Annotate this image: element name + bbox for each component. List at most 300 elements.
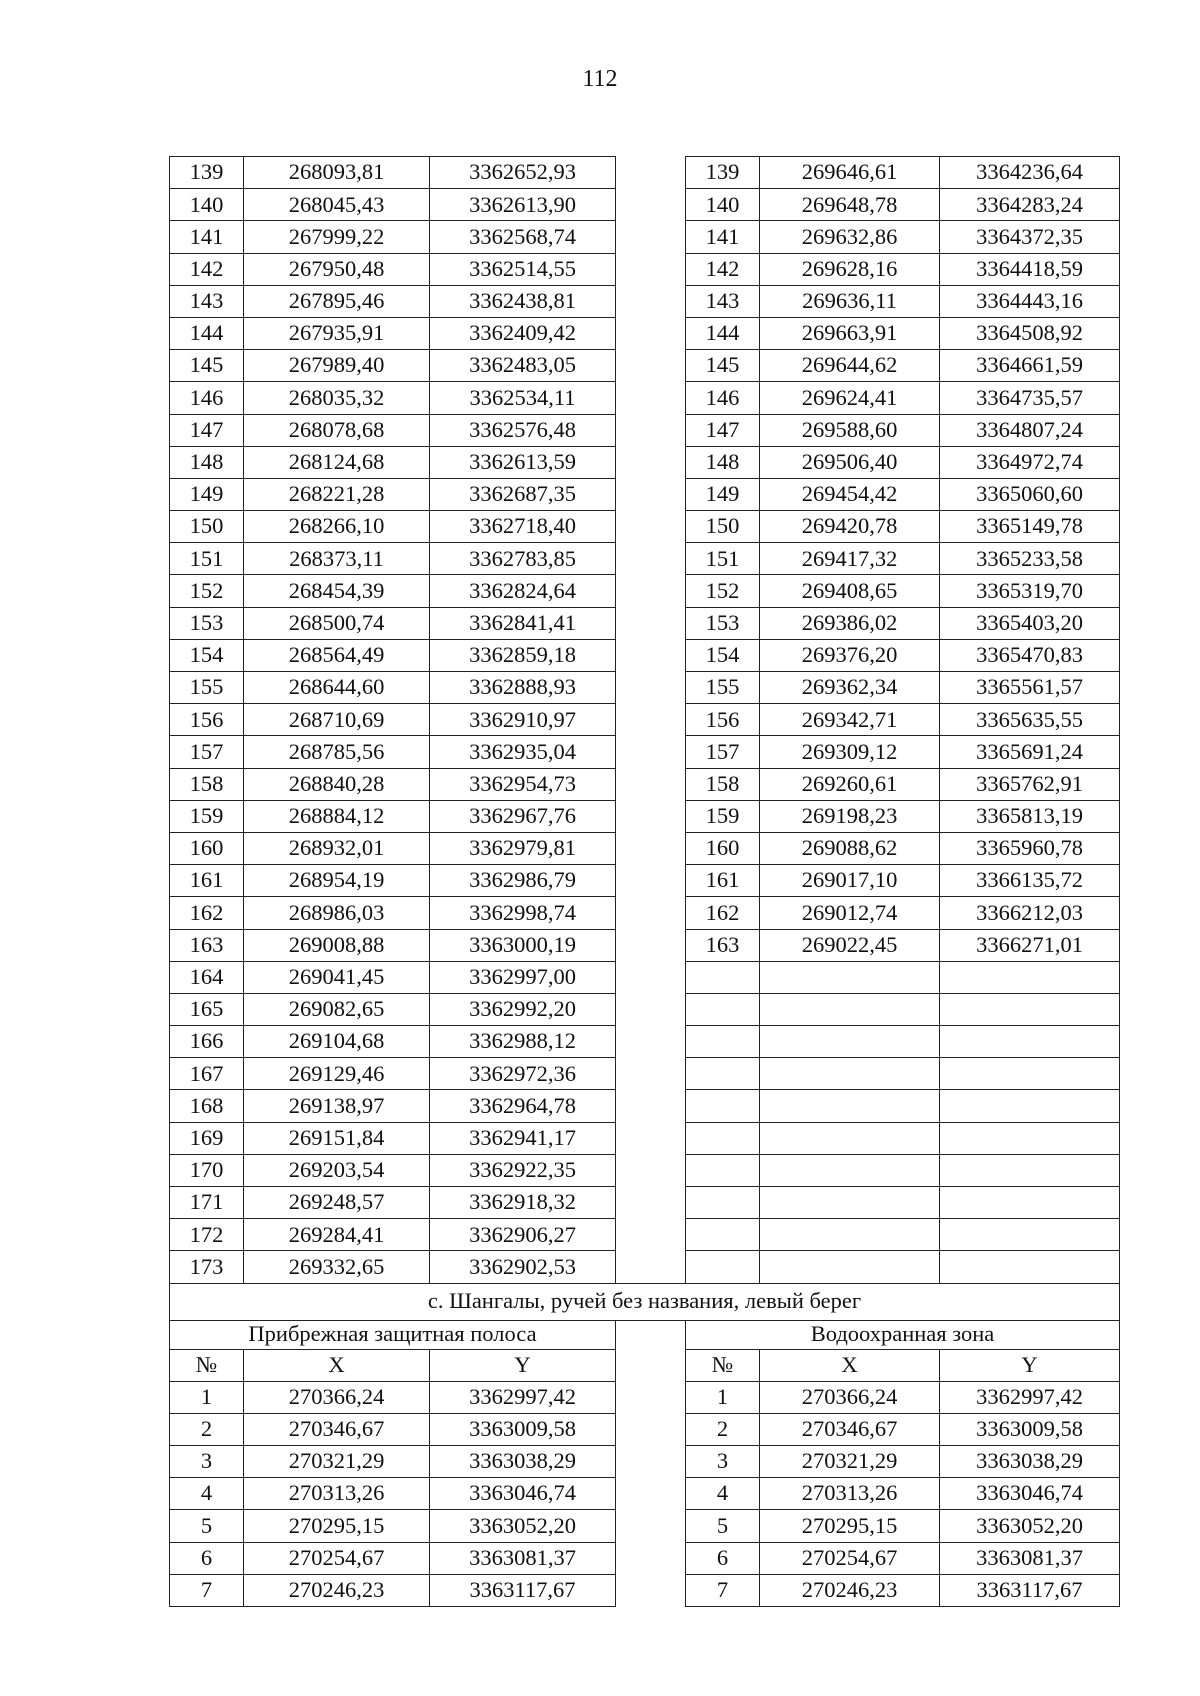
right-y-coordinate: 3363081,37 xyxy=(940,1542,1120,1574)
left-x-coordinate: 268884,12 xyxy=(244,800,430,832)
right-x-coordinate xyxy=(760,1154,940,1186)
right-x-coordinate: 269362,34 xyxy=(760,672,940,704)
right-point-number xyxy=(686,993,760,1025)
right-x-coordinate: 270254,67 xyxy=(760,1542,940,1574)
left-x-coordinate: 269129,46 xyxy=(244,1058,430,1090)
left-point-number: 155 xyxy=(170,672,244,704)
right-point-number xyxy=(686,1090,760,1122)
right-x-coordinate xyxy=(760,1090,940,1122)
right-y-coordinate: 3365635,55 xyxy=(940,704,1120,736)
table-row xyxy=(170,993,1120,1025)
left-point-number: 169 xyxy=(170,1122,244,1154)
left-y-coordinate: 3362687,35 xyxy=(430,478,616,510)
left-point-number: 4 xyxy=(170,1478,244,1510)
right-y-coordinate xyxy=(940,1154,1120,1186)
right-x-coordinate xyxy=(760,961,940,993)
left-point-number: 161 xyxy=(170,865,244,897)
left-point-number: 143 xyxy=(170,285,244,317)
right-x-coordinate: 269663,91 xyxy=(760,317,940,349)
left-x-coordinate: 268045,43 xyxy=(244,189,430,221)
right-x-coordinate: 269017,10 xyxy=(760,865,940,897)
left-y-coordinate: 3362986,79 xyxy=(430,865,616,897)
left-x-coordinate: 268986,03 xyxy=(244,897,430,929)
left-x-coordinate: 268266,10 xyxy=(244,511,430,543)
left-y-coordinate: 3362954,73 xyxy=(430,768,616,800)
left-y-coordinate: 3362910,97 xyxy=(430,704,616,736)
left-y-coordinate: 3362888,93 xyxy=(430,672,616,704)
left-y-coordinate: 3362992,20 xyxy=(430,993,616,1025)
right-point-number: 153 xyxy=(686,607,760,639)
left-y-coordinate: 3362998,74 xyxy=(430,897,616,929)
right-x-coordinate: 270246,23 xyxy=(760,1574,940,1606)
table-row xyxy=(170,1251,1120,1283)
left-point-number: 145 xyxy=(170,350,244,382)
left-x-coordinate: 270346,67 xyxy=(244,1413,430,1445)
right-point-number: 151 xyxy=(686,543,760,575)
table-row xyxy=(170,607,1120,639)
left-x-coordinate: 269151,84 xyxy=(244,1122,430,1154)
table-row xyxy=(170,317,1120,349)
table-row xyxy=(170,1478,1120,1510)
left-y-coordinate: 3362514,55 xyxy=(430,253,616,285)
right-x-coordinate: 269454,42 xyxy=(760,478,940,510)
right-x-coordinate: 270295,15 xyxy=(760,1510,940,1542)
left-point-number: 173 xyxy=(170,1251,244,1283)
right-y-coordinate: 3365319,70 xyxy=(940,575,1120,607)
right-y-coordinate: 3362997,42 xyxy=(940,1381,1120,1413)
table-row xyxy=(170,1510,1120,1542)
table-row xyxy=(170,865,1120,897)
right-point-number: 141 xyxy=(686,221,760,253)
left-x-coordinate: 268093,81 xyxy=(244,157,430,189)
left-x-coordinate: 269332,65 xyxy=(244,1251,430,1283)
left-point-number: 2 xyxy=(170,1413,244,1445)
right-point-number: 148 xyxy=(686,446,760,478)
right-x-coordinate: 269644,62 xyxy=(760,350,940,382)
left-y-coordinate: 3362409,42 xyxy=(430,317,616,349)
right-point-number: 143 xyxy=(686,285,760,317)
left-x-coordinate: 270313,26 xyxy=(244,1478,430,1510)
left-point-number: 147 xyxy=(170,414,244,446)
left-x-coordinate: 268840,28 xyxy=(244,768,430,800)
left-y-coordinate: 3362534,11 xyxy=(430,382,616,414)
right-x-coordinate: 269260,61 xyxy=(760,768,940,800)
table-row xyxy=(170,285,1120,317)
left-x-coordinate: 267935,91 xyxy=(244,317,430,349)
left-x-coordinate: 269082,65 xyxy=(244,993,430,1025)
left-y-coordinate: 3362972,36 xyxy=(430,1058,616,1090)
table-row xyxy=(170,768,1120,800)
table-row xyxy=(170,929,1120,961)
left-point-number: 172 xyxy=(170,1219,244,1251)
left-point-number: 144 xyxy=(170,317,244,349)
left-x-coordinate: 269248,57 xyxy=(244,1187,430,1219)
left-y-coordinate: 3362935,04 xyxy=(430,736,616,768)
right-point-number: 1 xyxy=(686,1381,760,1413)
right-x-coordinate: 269022,45 xyxy=(760,929,940,961)
left-point-number: 149 xyxy=(170,478,244,510)
right-point-number: 152 xyxy=(686,575,760,607)
table-row xyxy=(170,350,1120,382)
left-point-number: 168 xyxy=(170,1090,244,1122)
left-y-coordinate: 3362988,12 xyxy=(430,1026,616,1058)
right-point-number: 6 xyxy=(686,1542,760,1574)
right-x-coordinate: 269624,41 xyxy=(760,382,940,414)
table-row xyxy=(170,157,1120,189)
left-y-coordinate: 3362824,64 xyxy=(430,575,616,607)
left-x-coordinate: 268078,68 xyxy=(244,414,430,446)
zone-right-title: Водоохранная зона xyxy=(686,1320,1120,1349)
right-y-coordinate xyxy=(940,993,1120,1025)
right-y-coordinate: 3364508,92 xyxy=(940,317,1120,349)
left-x-coordinate: 268454,39 xyxy=(244,575,430,607)
section-rows xyxy=(170,1381,1120,1606)
left-point-number: 5 xyxy=(170,1510,244,1542)
left-x-coordinate: 267999,22 xyxy=(244,221,430,253)
right-x-coordinate: 269408,65 xyxy=(760,575,940,607)
right-y-coordinate: 3364443,16 xyxy=(940,285,1120,317)
right-y-coordinate xyxy=(940,961,1120,993)
header-number: № xyxy=(686,1349,760,1381)
table-row xyxy=(170,897,1120,929)
right-point-number: 155 xyxy=(686,672,760,704)
right-y-coordinate: 3363046,74 xyxy=(940,1478,1120,1510)
right-point-number: 145 xyxy=(686,350,760,382)
left-y-coordinate: 3363038,29 xyxy=(430,1445,616,1477)
left-y-coordinate: 3363081,37 xyxy=(430,1542,616,1574)
table-row xyxy=(170,1090,1120,1122)
left-point-number: 139 xyxy=(170,157,244,189)
table-row xyxy=(170,704,1120,736)
right-x-coordinate: 269376,20 xyxy=(760,639,940,671)
section-title: с. Шангалы, ручей без названия, левый берег xyxy=(170,1283,1120,1320)
left-y-coordinate: 3363046,74 xyxy=(430,1478,616,1510)
left-x-coordinate: 268932,01 xyxy=(244,832,430,864)
right-x-coordinate xyxy=(760,1251,940,1283)
right-point-number xyxy=(686,1219,760,1251)
left-y-coordinate: 3362613,90 xyxy=(430,189,616,221)
right-x-coordinate: 269012,74 xyxy=(760,897,940,929)
right-x-coordinate xyxy=(760,1219,940,1251)
left-x-coordinate: 267950,48 xyxy=(244,253,430,285)
right-x-coordinate: 269648,78 xyxy=(760,189,940,221)
right-y-coordinate: 3366135,72 xyxy=(940,865,1120,897)
left-x-coordinate: 268564,49 xyxy=(244,639,430,671)
right-point-number: 139 xyxy=(686,157,760,189)
left-x-coordinate: 267895,46 xyxy=(244,285,430,317)
right-x-coordinate: 269420,78 xyxy=(760,511,940,543)
left-point-number: 142 xyxy=(170,253,244,285)
right-y-coordinate: 3363117,67 xyxy=(940,1574,1120,1606)
right-point-number: 4 xyxy=(686,1478,760,1510)
left-point-number: 153 xyxy=(170,607,244,639)
left-y-coordinate: 3363009,58 xyxy=(430,1413,616,1445)
right-x-coordinate: 269386,02 xyxy=(760,607,940,639)
left-y-coordinate: 3362841,41 xyxy=(430,607,616,639)
right-point-number xyxy=(686,1122,760,1154)
table-row xyxy=(170,478,1120,510)
left-point-number: 164 xyxy=(170,961,244,993)
left-y-coordinate: 3362906,27 xyxy=(430,1219,616,1251)
left-point-number: 171 xyxy=(170,1187,244,1219)
table-row xyxy=(170,961,1120,993)
right-point-number: 7 xyxy=(686,1574,760,1606)
table-row xyxy=(170,382,1120,414)
right-point-number: 159 xyxy=(686,800,760,832)
right-y-coordinate: 3363009,58 xyxy=(940,1413,1120,1445)
left-point-number: 157 xyxy=(170,736,244,768)
right-point-number: 149 xyxy=(686,478,760,510)
left-y-coordinate: 3362568,74 xyxy=(430,221,616,253)
right-y-coordinate xyxy=(940,1251,1120,1283)
right-y-coordinate: 3363052,20 xyxy=(940,1510,1120,1542)
left-x-coordinate: 268954,19 xyxy=(244,865,430,897)
left-point-number: 3 xyxy=(170,1445,244,1477)
left-y-coordinate: 3362483,05 xyxy=(430,350,616,382)
table-row xyxy=(170,736,1120,768)
right-y-coordinate: 3365233,58 xyxy=(940,543,1120,575)
left-point-number: 162 xyxy=(170,897,244,929)
right-x-coordinate: 269646,61 xyxy=(760,157,940,189)
left-point-number: 166 xyxy=(170,1026,244,1058)
left-y-coordinate: 3362997,00 xyxy=(430,961,616,993)
table-row xyxy=(170,575,1120,607)
right-point-number xyxy=(686,961,760,993)
left-y-coordinate: 3362997,42 xyxy=(430,1381,616,1413)
table-row xyxy=(170,639,1120,671)
right-y-coordinate: 3365813,19 xyxy=(940,800,1120,832)
right-point-number xyxy=(686,1154,760,1186)
left-x-coordinate: 269104,68 xyxy=(244,1026,430,1058)
left-x-coordinate: 270321,29 xyxy=(244,1445,430,1477)
left-x-coordinate: 268785,56 xyxy=(244,736,430,768)
right-point-number: 146 xyxy=(686,382,760,414)
right-x-coordinate: 269636,11 xyxy=(760,285,940,317)
table-row xyxy=(170,1445,1120,1477)
right-y-coordinate xyxy=(940,1219,1120,1251)
right-x-coordinate: 270346,67 xyxy=(760,1413,940,1445)
table-row xyxy=(170,800,1120,832)
table-row xyxy=(170,414,1120,446)
header-y: Y xyxy=(940,1349,1120,1381)
right-x-coordinate: 269417,32 xyxy=(760,543,940,575)
right-y-coordinate xyxy=(940,1187,1120,1219)
left-x-coordinate: 268500,74 xyxy=(244,607,430,639)
table-row xyxy=(170,1219,1120,1251)
page-number: 112 xyxy=(582,66,618,92)
right-x-coordinate: 269506,40 xyxy=(760,446,940,478)
right-x-coordinate xyxy=(760,1122,940,1154)
left-point-number: 7 xyxy=(170,1574,244,1606)
right-y-coordinate: 3365762,91 xyxy=(940,768,1120,800)
left-y-coordinate: 3363117,67 xyxy=(430,1574,616,1606)
table-row xyxy=(170,1413,1120,1445)
table-row xyxy=(170,446,1120,478)
left-point-number: 156 xyxy=(170,704,244,736)
left-x-coordinate: 269041,45 xyxy=(244,961,430,993)
left-point-number: 154 xyxy=(170,639,244,671)
right-point-number: 162 xyxy=(686,897,760,929)
left-x-coordinate: 270254,67 xyxy=(244,1542,430,1574)
right-x-coordinate xyxy=(760,1026,940,1058)
right-y-coordinate: 3363038,29 xyxy=(940,1445,1120,1477)
left-y-coordinate: 3362438,81 xyxy=(430,285,616,317)
table-row xyxy=(170,1542,1120,1574)
right-y-coordinate: 3364807,24 xyxy=(940,414,1120,446)
coordinates-table xyxy=(169,156,1120,1607)
right-point-number: 142 xyxy=(686,253,760,285)
right-y-coordinate: 3364661,59 xyxy=(940,350,1120,382)
right-y-coordinate: 3364372,35 xyxy=(940,221,1120,253)
left-x-coordinate: 269008,88 xyxy=(244,929,430,961)
table-row xyxy=(170,1574,1120,1606)
left-point-number: 148 xyxy=(170,446,244,478)
right-point-number: 150 xyxy=(686,511,760,543)
left-x-coordinate: 270246,23 xyxy=(244,1574,430,1606)
left-y-coordinate: 3363052,20 xyxy=(430,1510,616,1542)
left-x-coordinate: 270295,15 xyxy=(244,1510,430,1542)
right-x-coordinate: 269342,71 xyxy=(760,704,940,736)
left-point-number: 150 xyxy=(170,511,244,543)
table-row xyxy=(170,253,1120,285)
right-point-number: 156 xyxy=(686,704,760,736)
left-y-coordinate: 3362979,81 xyxy=(430,832,616,864)
left-x-coordinate: 269284,41 xyxy=(244,1219,430,1251)
left-x-coordinate: 269138,97 xyxy=(244,1090,430,1122)
right-y-coordinate xyxy=(940,1090,1120,1122)
left-point-number: 151 xyxy=(170,543,244,575)
header-x: X xyxy=(760,1349,940,1381)
section-block xyxy=(170,1283,1120,1381)
left-y-coordinate: 3362941,17 xyxy=(430,1122,616,1154)
right-point-number: 158 xyxy=(686,768,760,800)
left-point-number: 167 xyxy=(170,1058,244,1090)
left-point-number: 160 xyxy=(170,832,244,864)
right-point-number: 161 xyxy=(686,865,760,897)
left-point-number: 146 xyxy=(170,382,244,414)
left-x-coordinate: 268035,32 xyxy=(244,382,430,414)
left-x-coordinate: 268710,69 xyxy=(244,704,430,736)
right-x-coordinate: 270366,24 xyxy=(760,1381,940,1413)
right-point-number xyxy=(686,1187,760,1219)
left-point-number: 159 xyxy=(170,800,244,832)
header-number: № xyxy=(170,1349,244,1381)
right-point-number: 160 xyxy=(686,832,760,864)
left-x-coordinate: 268373,11 xyxy=(244,543,430,575)
table-row xyxy=(170,1187,1120,1219)
left-y-coordinate: 3362964,78 xyxy=(430,1090,616,1122)
right-y-coordinate: 3365149,78 xyxy=(940,511,1120,543)
zone-left-title: Прибрежная защитная полоса xyxy=(170,1320,616,1349)
right-x-coordinate: 269309,12 xyxy=(760,736,940,768)
header-y: Y xyxy=(430,1349,616,1381)
right-x-coordinate: 269088,62 xyxy=(760,832,940,864)
right-y-coordinate: 3365960,78 xyxy=(940,832,1120,864)
table-row xyxy=(170,189,1120,221)
left-x-coordinate: 269203,54 xyxy=(244,1154,430,1186)
right-point-number: 140 xyxy=(686,189,760,221)
right-x-coordinate: 269632,86 xyxy=(760,221,940,253)
left-point-number: 158 xyxy=(170,768,244,800)
left-point-number: 170 xyxy=(170,1154,244,1186)
left-y-coordinate: 3362613,59 xyxy=(430,446,616,478)
left-y-coordinate: 3362922,35 xyxy=(430,1154,616,1186)
right-y-coordinate: 3366212,03 xyxy=(940,897,1120,929)
left-x-coordinate: 268644,60 xyxy=(244,672,430,704)
table-row xyxy=(170,543,1120,575)
right-y-coordinate: 3364283,24 xyxy=(940,189,1120,221)
right-x-coordinate: 269628,16 xyxy=(760,253,940,285)
left-point-number: 141 xyxy=(170,221,244,253)
right-point-number: 3 xyxy=(686,1445,760,1477)
table-row xyxy=(170,1122,1120,1154)
table-row xyxy=(170,1058,1120,1090)
table-row xyxy=(170,1154,1120,1186)
right-point-number: 157 xyxy=(686,736,760,768)
right-point-number: 147 xyxy=(686,414,760,446)
left-x-coordinate: 268124,68 xyxy=(244,446,430,478)
left-point-number: 6 xyxy=(170,1542,244,1574)
right-y-coordinate: 3364735,57 xyxy=(940,382,1120,414)
left-point-number: 140 xyxy=(170,189,244,221)
left-y-coordinate: 3362783,85 xyxy=(430,543,616,575)
right-point-number: 144 xyxy=(686,317,760,349)
right-y-coordinate: 3366271,01 xyxy=(940,929,1120,961)
left-point-number: 165 xyxy=(170,993,244,1025)
right-y-coordinate: 3365691,24 xyxy=(940,736,1120,768)
table-row xyxy=(170,1026,1120,1058)
left-x-coordinate: 267989,40 xyxy=(244,350,430,382)
right-x-coordinate xyxy=(760,993,940,1025)
right-y-coordinate xyxy=(940,1122,1120,1154)
right-x-coordinate: 269198,23 xyxy=(760,800,940,832)
right-y-coordinate xyxy=(940,1026,1120,1058)
right-point-number xyxy=(686,1251,760,1283)
right-y-coordinate: 3365561,57 xyxy=(940,672,1120,704)
left-point-number: 1 xyxy=(170,1381,244,1413)
right-point-number: 154 xyxy=(686,639,760,671)
left-x-coordinate: 270366,24 xyxy=(244,1381,430,1413)
left-y-coordinate: 3362576,48 xyxy=(430,414,616,446)
table-row xyxy=(170,1381,1120,1413)
right-y-coordinate xyxy=(940,1058,1120,1090)
right-x-coordinate: 269588,60 xyxy=(760,414,940,446)
table-row xyxy=(170,221,1120,253)
left-point-number: 163 xyxy=(170,929,244,961)
right-y-coordinate: 3365470,83 xyxy=(940,639,1120,671)
right-x-coordinate: 270321,29 xyxy=(760,1445,940,1477)
left-y-coordinate: 3362652,93 xyxy=(430,157,616,189)
table-row xyxy=(170,511,1120,543)
right-x-coordinate: 270313,26 xyxy=(760,1478,940,1510)
right-y-coordinate: 3364236,64 xyxy=(940,157,1120,189)
right-y-coordinate: 3365060,60 xyxy=(940,478,1120,510)
right-x-coordinate xyxy=(760,1058,940,1090)
right-point-number: 5 xyxy=(686,1510,760,1542)
left-y-coordinate: 3362967,76 xyxy=(430,800,616,832)
right-y-coordinate: 3364418,59 xyxy=(940,253,1120,285)
table-row xyxy=(170,672,1120,704)
left-y-coordinate: 3362859,18 xyxy=(430,639,616,671)
right-point-number: 163 xyxy=(686,929,760,961)
right-y-coordinate: 3364972,74 xyxy=(940,446,1120,478)
right-point-number xyxy=(686,1026,760,1058)
left-point-number: 152 xyxy=(170,575,244,607)
header-x: X xyxy=(244,1349,430,1381)
right-point-number xyxy=(686,1058,760,1090)
left-y-coordinate: 3362902,53 xyxy=(430,1251,616,1283)
right-x-coordinate xyxy=(760,1187,940,1219)
